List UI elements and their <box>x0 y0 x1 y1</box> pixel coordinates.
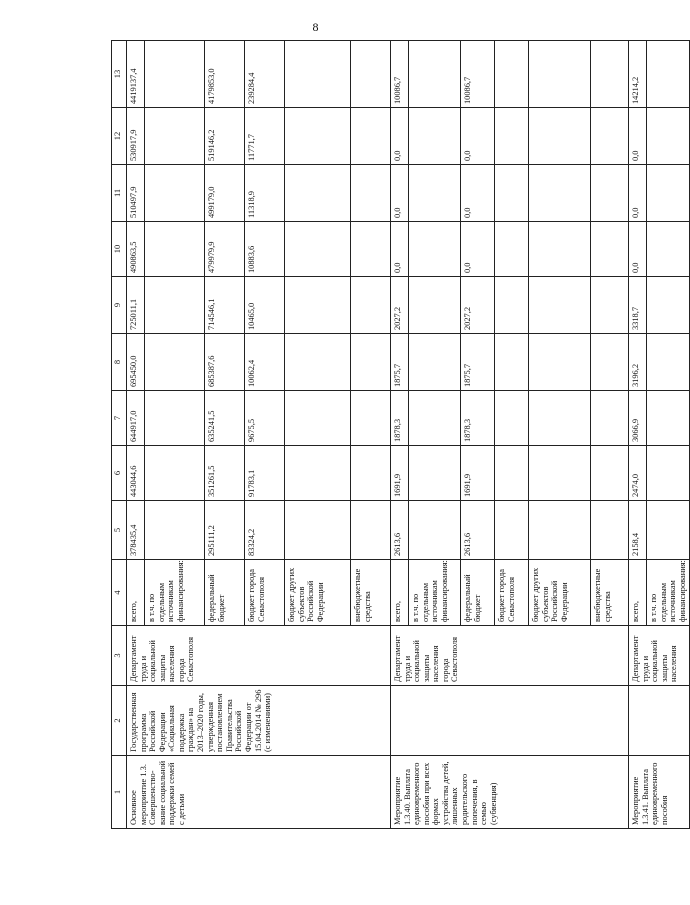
value-cell: 0,0 <box>391 108 409 165</box>
source-label-cell: в т.ч. по отдельным источникам финансирования: <box>409 560 461 626</box>
value-cell <box>351 501 391 560</box>
value-cell <box>647 501 690 560</box>
event-cell: Мероприятие 1.3.40. Выплата единовременного пособия при всех формах устройства детей, лишенных родительского попечения, в семью (субвенция) <box>391 756 629 829</box>
value-cell: 11318,9 <box>245 165 285 222</box>
value-cell <box>145 277 205 334</box>
value-cell: 2613,6 <box>391 501 409 560</box>
value-cell <box>591 108 629 165</box>
value-cell <box>285 165 351 222</box>
value-cell: 10062,4 <box>245 334 285 391</box>
value-cell: 10086,7 <box>391 41 409 108</box>
value-cell <box>285 391 351 446</box>
value-cell <box>351 108 391 165</box>
value-cell: 2613,6 <box>461 501 495 560</box>
value-cell: 0,0 <box>391 222 409 277</box>
value-cell: 4179853,0 <box>205 41 245 108</box>
program-cell <box>629 686 690 756</box>
value-cell: 4419137,4 <box>127 41 145 108</box>
value-cell: 11771,7 <box>245 108 285 165</box>
value-cell: 378435,4 <box>127 501 145 560</box>
value-cell <box>145 446 205 501</box>
column-header: 11 <box>112 165 127 222</box>
event-cell: Основное мероприятие 1.3. Совершенство-вание социальной поддержки семей с детьми <box>127 756 391 829</box>
value-cell <box>529 446 591 501</box>
value-cell <box>591 41 629 108</box>
value-cell: 295111,2 <box>205 501 245 560</box>
column-header: 6 <box>112 446 127 501</box>
value-cell <box>647 446 690 501</box>
value-cell: 10465,0 <box>245 277 285 334</box>
value-cell: 0,0 <box>391 165 409 222</box>
column-header: 10 <box>112 222 127 277</box>
value-cell: 0,0 <box>461 222 495 277</box>
value-cell: 635241,5 <box>205 391 245 446</box>
value-cell: 714546,1 <box>205 277 245 334</box>
value-cell <box>285 277 351 334</box>
value-cell: 510497,9 <box>127 165 145 222</box>
value-cell: 351261,5 <box>205 446 245 501</box>
value-cell <box>647 41 690 108</box>
value-cell <box>351 165 391 222</box>
value-cell <box>409 334 461 391</box>
value-cell: 725011,1 <box>127 277 145 334</box>
value-cell <box>351 334 391 391</box>
value-cell: 519146,2 <box>205 108 245 165</box>
column-header: 8 <box>112 334 127 391</box>
value-cell <box>145 165 205 222</box>
value-cell: 0,0 <box>629 108 647 165</box>
value-cell <box>285 108 351 165</box>
column-header: 4 <box>112 560 127 626</box>
value-cell <box>495 165 529 222</box>
value-cell <box>495 222 529 277</box>
value-cell: 10086,7 <box>461 41 495 108</box>
value-cell <box>529 41 591 108</box>
value-cell <box>145 108 205 165</box>
value-cell: 2027,2 <box>391 277 409 334</box>
page-number: 8 <box>312 20 319 34</box>
column-header: 7 <box>112 391 127 446</box>
source-label-cell: в т.ч. по отдельным источникам финансирования: <box>145 560 205 626</box>
value-cell <box>495 41 529 108</box>
value-cell <box>145 41 205 108</box>
value-cell <box>145 391 205 446</box>
table-body <box>127 41 690 829</box>
value-cell <box>409 391 461 446</box>
value-cell: 3196,2 <box>629 334 647 391</box>
source-label-cell: внебюджетные средства <box>591 560 629 626</box>
value-cell <box>409 277 461 334</box>
financing-table <box>111 40 690 829</box>
program-cell <box>391 686 629 756</box>
executor-cell: Департамент труда и социальной защиты населения <box>629 626 690 686</box>
value-cell <box>409 222 461 277</box>
value-cell: 1875,7 <box>461 334 495 391</box>
value-cell <box>409 501 461 560</box>
value-cell <box>285 222 351 277</box>
value-cell: 9675,5 <box>245 391 285 446</box>
source-label-cell: всего, <box>391 560 409 626</box>
value-cell: 0,0 <box>629 165 647 222</box>
source-label-cell: всего, <box>629 560 647 626</box>
rotated-table-container <box>111 41 687 829</box>
value-cell: 685387,6 <box>205 334 245 391</box>
source-label-cell: бюджет других субъектов Российской Федерации <box>529 560 591 626</box>
source-label-cell: бюджет города Севастополя <box>495 560 529 626</box>
value-cell: 0,0 <box>629 222 647 277</box>
value-cell <box>529 334 591 391</box>
source-label-cell: бюджет других субъектов Российской Федерации <box>285 560 351 626</box>
value-cell <box>351 41 391 108</box>
value-cell <box>647 108 690 165</box>
value-cell: 0,0 <box>461 165 495 222</box>
value-cell <box>351 391 391 446</box>
table-row <box>127 41 145 829</box>
table-row <box>629 41 647 829</box>
value-cell <box>529 165 591 222</box>
value-cell: 1878,3 <box>461 391 495 446</box>
executor-cell: Департамент труда и социальной защиты населения города Севастополя <box>127 626 391 686</box>
value-cell <box>591 165 629 222</box>
header-row <box>112 41 127 829</box>
column-header: 3 <box>112 626 127 686</box>
value-cell <box>495 334 529 391</box>
executor-cell: Департамент труда и социальной защиты населения города Севастополя <box>391 626 629 686</box>
column-header: 5 <box>112 501 127 560</box>
value-cell: 2027,2 <box>461 277 495 334</box>
value-cell <box>647 222 690 277</box>
event-cell: Мероприятие 1.3.41. Выплата единовременного пособия <box>629 756 690 829</box>
value-cell: 3066,9 <box>629 391 647 446</box>
column-header: 12 <box>112 108 127 165</box>
value-cell <box>495 277 529 334</box>
program-cell: Государственная программа Российской Федерации «Социальная поддержка граждан» на 2013–2020 годы, утвержденная постановлением Правительства Российской Федерации от 15.04.2014 № 296 (с изменениями) <box>127 686 391 756</box>
value-cell <box>647 277 690 334</box>
source-label-cell: внебюджетные средства <box>351 560 391 626</box>
value-cell <box>409 108 461 165</box>
value-cell <box>529 108 591 165</box>
value-cell: 0,0 <box>461 108 495 165</box>
value-cell: 695450,0 <box>127 334 145 391</box>
value-cell <box>495 446 529 501</box>
value-cell <box>591 222 629 277</box>
value-cell <box>591 446 629 501</box>
value-cell <box>591 391 629 446</box>
value-cell <box>591 501 629 560</box>
value-cell: 91783,1 <box>245 446 285 501</box>
value-cell: 490863,5 <box>127 222 145 277</box>
value-cell: 239284,4 <box>245 41 285 108</box>
source-label-cell: в т.ч. по отдельным источникам финансирования: <box>647 560 690 626</box>
table-row <box>391 41 409 829</box>
column-header: 13 <box>112 41 127 108</box>
value-cell: 2158,4 <box>629 501 647 560</box>
value-cell: 3318,7 <box>629 277 647 334</box>
value-cell: 644917,0 <box>127 391 145 446</box>
value-cell: 1878,3 <box>391 391 409 446</box>
source-label-cell: бюджет города Севастополя <box>245 560 285 626</box>
source-label-cell: федеральный бюджет <box>461 560 495 626</box>
value-cell: 14214,2 <box>629 41 647 108</box>
value-cell <box>495 391 529 446</box>
value-cell <box>591 334 629 391</box>
value-cell <box>145 334 205 391</box>
value-cell: 2474,0 <box>629 446 647 501</box>
value-cell <box>591 277 629 334</box>
value-cell <box>529 277 591 334</box>
column-header: 9 <box>112 277 127 334</box>
value-cell: 479979,9 <box>205 222 245 277</box>
value-cell <box>529 391 591 446</box>
value-cell <box>529 501 591 560</box>
value-cell: 83324,2 <box>245 501 285 560</box>
value-cell <box>409 41 461 108</box>
value-cell <box>351 277 391 334</box>
value-cell <box>145 222 205 277</box>
value-cell <box>285 446 351 501</box>
column-header: 2 <box>112 686 127 756</box>
value-cell <box>409 165 461 222</box>
value-cell: 1875,7 <box>391 334 409 391</box>
value-cell <box>285 41 351 108</box>
value-cell <box>145 501 205 560</box>
value-cell: 499179,0 <box>205 165 245 222</box>
source-label-cell: федеральный бюджет <box>205 560 245 626</box>
value-cell: 1691,9 <box>391 446 409 501</box>
value-cell <box>647 334 690 391</box>
value-cell <box>285 501 351 560</box>
value-cell <box>285 334 351 391</box>
value-cell: 10883,6 <box>245 222 285 277</box>
value-cell: 1691,9 <box>461 446 495 501</box>
value-cell <box>495 108 529 165</box>
value-cell <box>495 501 529 560</box>
column-header: 1 <box>112 756 127 829</box>
value-cell <box>647 165 690 222</box>
value-cell <box>647 391 690 446</box>
value-cell <box>351 222 391 277</box>
value-cell <box>351 446 391 501</box>
value-cell <box>409 446 461 501</box>
value-cell <box>529 222 591 277</box>
source-label-cell: всего, <box>127 560 145 626</box>
value-cell: 530917,9 <box>127 108 145 165</box>
value-cell: 443044,6 <box>127 446 145 501</box>
